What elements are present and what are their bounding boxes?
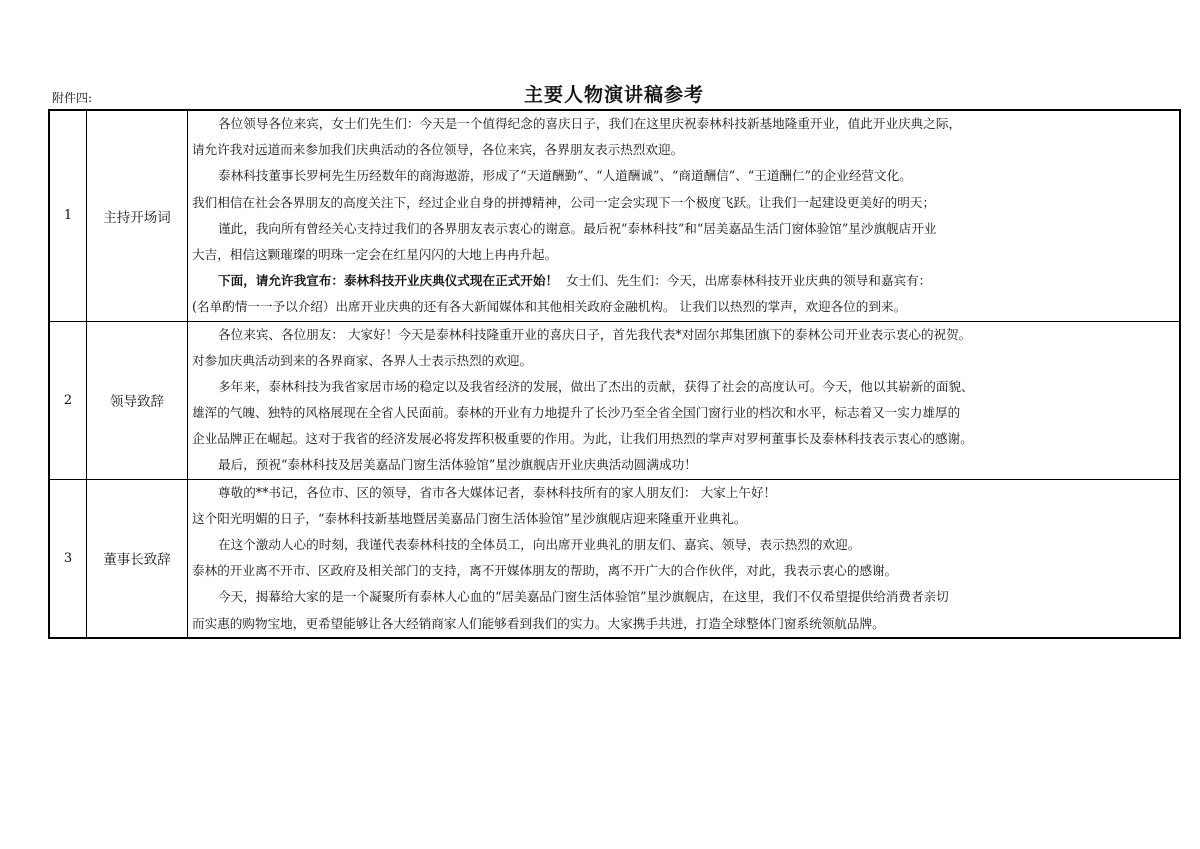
speech-line: 大吉，相信这颗璀璨的明珠一定会在红星闪闪的大地上冉冉升起。 (192, 246, 558, 262)
speech-line: 在这个激动人心的时刻，我谨代表泰林科技的全体员工，向出席开业典礼的朋友们、嘉宾、领导，表示热烈的欢迎。 (218, 537, 861, 552)
speech-line: 最后，预祝“泰林科技及居美嘉品门窗生活体验馆”星沙旗舰店开业庆典活动圆满成功！ (218, 457, 697, 473)
speech-content (188, 479, 1181, 638)
speaker-role: 董事长致辞 (87, 479, 188, 638)
speech-line: 这个阳光明媚的日子，“泰林科技新基地暨居美嘉品门窗生活体验馆”星沙旗舰店迎来隆重开业典礼。 (192, 510, 747, 526)
speech-line: 企业品牌正在崛起。这对于我省的经济发展必将发挥积极重要的作用。为此，让我们用热烈的掌声对罗柯董事长及泰林科技表示衷心的感谢。 (192, 431, 973, 447)
speech-line: 尊敬的**书记，各位市、区的领导，省市各大媒体记者，泰林科技所有的家人朋友们： 大家上午好！ (218, 484, 777, 500)
speech-line: 而实惠的购物宝地，更希望能够让各大经销商家人们能够看到我们的实力。大家携手共进，打造全球整体门窗系统领航品牌。 (192, 615, 885, 631)
speech-line: 谨此，我向所有曾经关心支持过我们的各界朋友表示衷心的谢意。最后祝“泰林科技”和“居美嘉品生活门窗体验馆”星沙旗舰店开业 (218, 220, 937, 236)
speech-line: 多年来，泰林科技为我省家居市场的稳定以及我省经济的发展，做出了杰出的贡献，获得了社会的高度认可。今天，他以其崭新的面貌、 (218, 378, 974, 394)
attachment-label: 附件四: (52, 91, 93, 105)
announcement-text: 下面，请允许我宣布：泰林科技开业庆典仪式现在正式开始！ (218, 273, 559, 289)
speaker-role: 领导致辞 (87, 321, 188, 479)
speech-line: 对参加庆典活动到来的各界商家、各界人士表示热烈的欢迎。 (192, 352, 533, 368)
row-number: 2 (49, 321, 87, 479)
row-number: 1 (49, 110, 87, 321)
speech-content (188, 321, 1181, 479)
page-title: 主要人物演讲稿参考 (523, 84, 704, 106)
row-number: 3 (49, 479, 87, 638)
speech-line (192, 268, 1177, 294)
speech-content (188, 110, 1181, 321)
speech-line: 泰林科技董事长罗柯先生历经数年的商海遨游，形成了“天道酬勤”、“人道酬诚”、“商道酬信”、“王道酬仁”的企业经营文化。 (218, 168, 912, 184)
speech-line: 各位来宾、各位朋友： 大家好！今天是泰林科技隆重开业的喜庆日子，首先我代表*对固尔邦集团旗下的泰林公司开业表示衷心的祝贺。 (218, 326, 972, 342)
speech-line: 我们相信在社会各界朋友的高度关注下，经过企业自身的拼搏精神，公司一定会实现下一个极度飞跃。让我们一起建设更美好的明天； (192, 194, 936, 210)
speech-line: 请允许我对远道而来参加我们庆典活动的各位领导，各位来宾，各界朋友表示热烈欢迎。 (192, 142, 684, 158)
speech-line: (名单酌情一一予以介绍）出席开业庆典的还有各大新闻媒体和其他相关政府金融机构。 让我们以热烈的掌声，欢迎各位的到来。 (192, 299, 907, 315)
speech-line: 泰林的开业离不开市、区政府及相关部门的支持，离不开媒体朋友的帮助，离不开广大的合作伙伴，对此，我表示衷心的感谢。 (192, 563, 898, 579)
speaker-role: 主持开场词 (87, 110, 188, 321)
speech-line: 各位领导各位来宾，女士们先生们：今天是一个值得纪念的喜庆日子，我们在这里庆祝泰林科技新基地隆重开业，值此开业庆典之际， (218, 116, 962, 131)
table-row (49, 321, 1180, 479)
speech-line: 雄浑的气魄、独特的风格展现在全省人民面前。泰林的开业有力地提升了长沙乃至全省全国门窗行业的档次和水平，标志着又一实力雄厚的 (192, 405, 961, 421)
guest-intro-text: 女士们、先生们：今天，出席泰林科技开业庆典的领导和嘉宾有： (566, 273, 932, 289)
speech-table (48, 109, 1181, 639)
speech-line: 今天，揭幕给大家的是一个凝聚所有泰林人心血的“居美嘉品门窗生活体验馆”星沙旗舰店，在这里，我们不仅希望提供给消费者亲切 (218, 589, 949, 605)
table-row (49, 479, 1180, 638)
table-row (49, 110, 1180, 321)
